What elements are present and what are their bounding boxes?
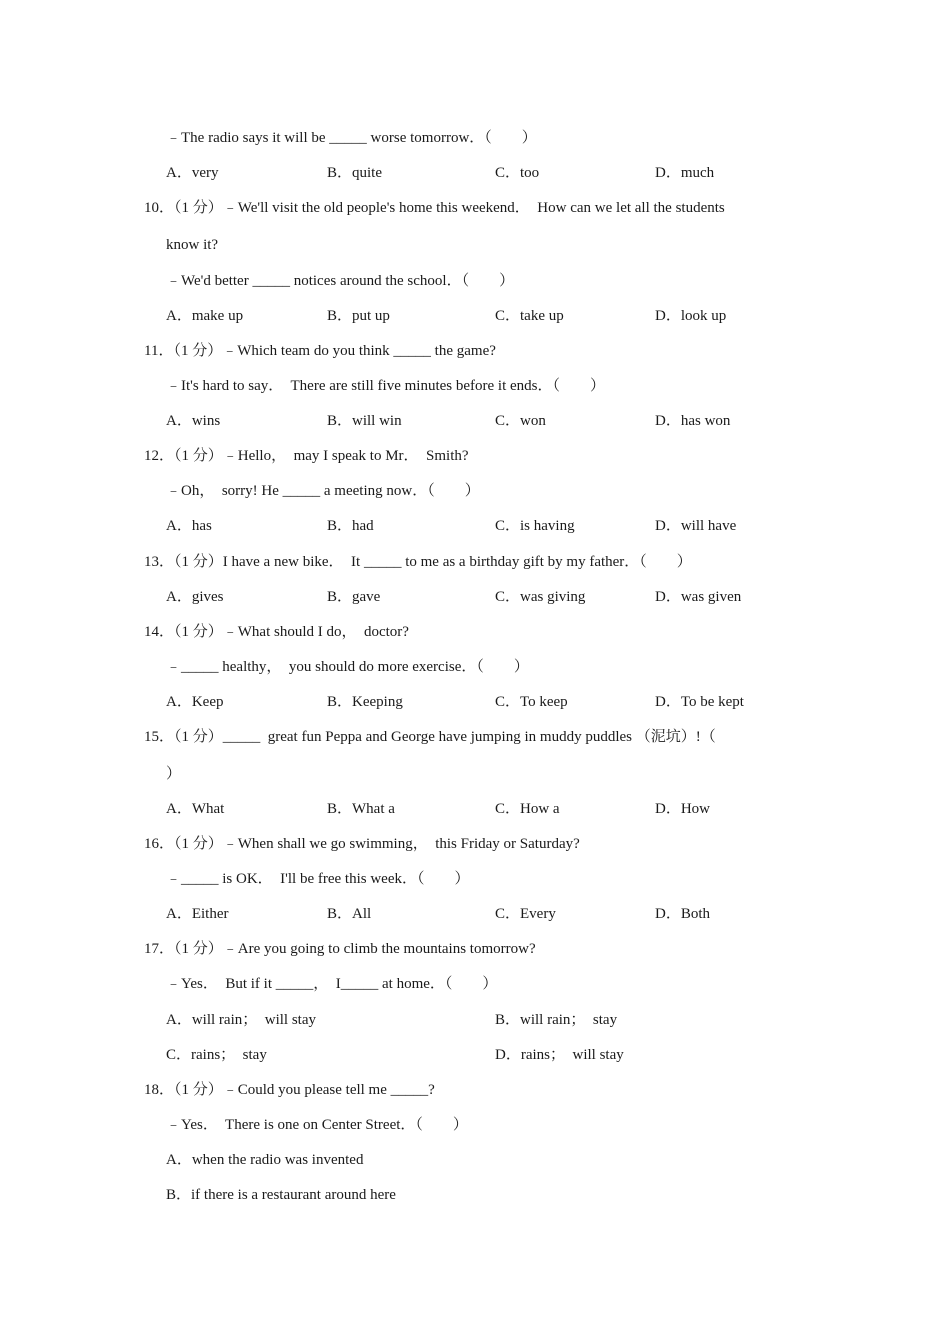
q14-option-c: C．To keep: [495, 694, 568, 710]
q10-option-a: A．make up: [166, 308, 244, 324]
q13-option-c: C．was giving: [495, 589, 586, 605]
q10-option-b: B．put up: [327, 308, 390, 324]
q15-stem-a: 15．（1 分）_____ great fun Peppa and George have jumping in muddy puddles （泥坑）!（: [144, 729, 716, 745]
q18-option-b: B．if there is a restaurant around here: [166, 1187, 396, 1203]
q14-stem-b: ﹣_____ healthy， you should do more exercise．（ ）: [166, 659, 529, 675]
q12-option-a: A．has: [166, 518, 212, 534]
q16-option-b: B．All: [327, 906, 372, 922]
q13-option-b: B．gave: [327, 589, 381, 605]
q9-option-c: C．too: [495, 165, 540, 181]
q12-option-b: B．had: [327, 518, 374, 534]
q18-stem-a: 18．（1 分）﹣Could you please tell me _____?: [144, 1082, 435, 1098]
q17-option-c: C．rains； stay: [166, 1047, 267, 1063]
q11-stem-a: 11．（1 分）﹣Which team do you think _____ the game?: [144, 343, 496, 359]
q16-option-c: C．Every: [495, 906, 556, 922]
q12-stem-a: 12．（1 分）﹣Hello， may I speak to Mr． Smith?: [144, 448, 469, 464]
q17-option-b: B．will rain； stay: [495, 1012, 618, 1028]
q13-option-d: D．was given: [655, 589, 742, 605]
q16-option-d: D．Both: [655, 906, 711, 922]
q17-option-d: D．rains； will stay: [495, 1047, 624, 1063]
q11-stem-b: ﹣It's hard to say． There are still five minutes before it ends．（ ）: [166, 378, 605, 394]
q9-option-a: A．very: [166, 165, 219, 181]
q12-stem-b: ﹣Oh， sorry! He _____ a meeting now．（ ）: [166, 483, 480, 499]
q14-option-b: B．Keeping: [327, 694, 403, 710]
q15-option-d: D．How: [655, 801, 710, 817]
q17-stem-b: ﹣Yes． But if it _____， I_____ at home．（ ）: [166, 976, 498, 992]
q15-stem-b: ）: [166, 766, 182, 782]
q10-option-d: D．look up: [655, 308, 727, 324]
q16-option-a: A．Either: [166, 906, 229, 922]
q15-option-b: B．What a: [327, 801, 395, 817]
q13-stem-a: 13．（1 分）I have a new bike． It _____ to me as a birthday gift by my father．（ ）: [144, 554, 692, 570]
q11-option-c: C．won: [495, 413, 546, 429]
q18-option-a: A．when the radio was invented: [166, 1152, 364, 1168]
q10-stem-b: know it?: [166, 237, 219, 253]
q11-option-d: D．has won: [655, 413, 731, 429]
q9-option-d: D．much: [655, 165, 715, 181]
q14-option-d: D．To be kept: [655, 694, 744, 710]
q11-option-b: B．will win: [327, 413, 402, 429]
q17-stem-a: 17．（1 分）﹣Are you going to climb the mountains tomorrow?: [144, 941, 536, 957]
q10-option-c: C．take up: [495, 308, 564, 324]
q9-stem-b: ﹣The radio says it will be _____ worse tomorrow．（ ）: [166, 130, 537, 146]
q14-option-a: A．Keep: [166, 694, 224, 710]
q16-stem-a: 16．（1 分）﹣When shall we go swimming， this Friday or Saturday?: [144, 836, 580, 852]
q11-option-a: A．wins: [166, 413, 221, 429]
q17-option-a: A．will rain； will stay: [166, 1012, 316, 1028]
q18-stem-b: ﹣Yes． There is one on Center Street．（ ）: [166, 1117, 468, 1133]
q12-option-d: D．will have: [655, 518, 737, 534]
q15-option-c: C．How a: [495, 801, 560, 817]
q16-stem-b: ﹣_____ is OK． I'll be free this week．（ ）: [166, 871, 470, 887]
q14-stem-a: 14．（1 分）﹣What should I do， doctor?: [144, 624, 409, 640]
q12-option-c: C．is having: [495, 518, 575, 534]
q9-option-b: B．quite: [327, 165, 382, 181]
q10-stem-a: 10．（1 分）﹣We'll visit the old people's home this weekend． How can we let all the students: [144, 200, 725, 216]
q10-stem-c: ﹣We'd better _____ notices around the school．（ ）: [166, 273, 515, 289]
q13-option-a: A．gives: [166, 589, 224, 605]
q15-option-a: A．What: [166, 801, 225, 817]
